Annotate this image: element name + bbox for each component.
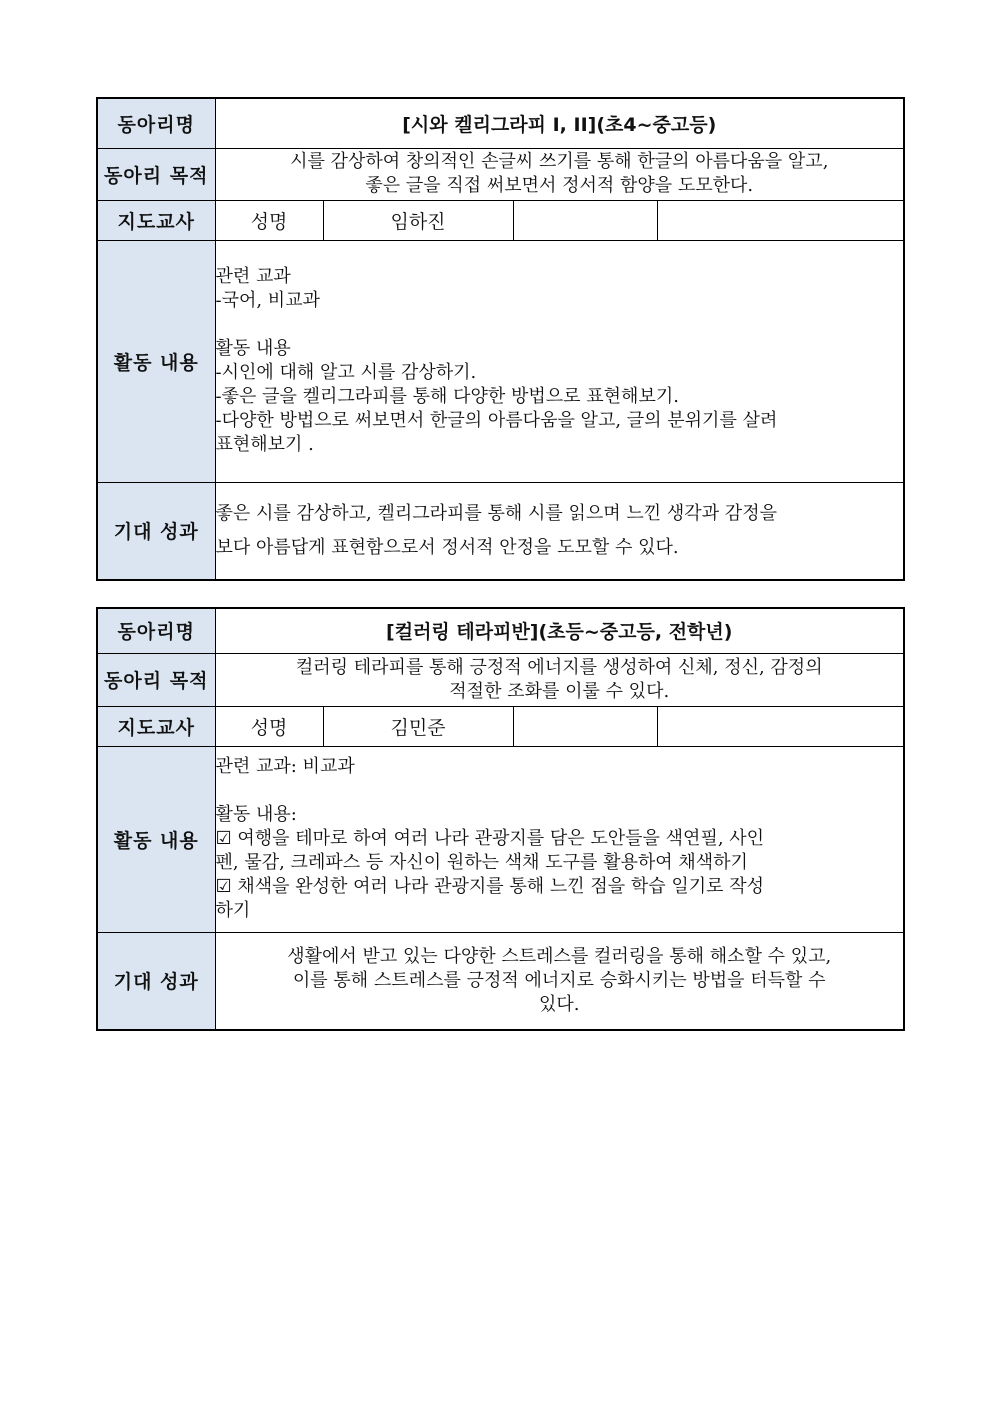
expect-label: 기대 성과 bbox=[97, 932, 215, 1030]
expect-line: 생활에서 받고 있는 다양한 스트레스를 컬러링을 통해 해소할 수 있고, bbox=[287, 945, 832, 967]
club-name: [컬러링 테라피반](초등~중고등, 전학년) bbox=[215, 608, 904, 653]
club-purpose bbox=[215, 148, 904, 200]
purpose-line: 시를 감상하여 창의적인 손글씨 쓰기를 통해 한글의 아름다움을 알고, bbox=[290, 151, 829, 172]
teacher-label: 지도교사 bbox=[97, 200, 215, 240]
club-table-2 bbox=[96, 607, 905, 1031]
teacher-label: 지도교사 bbox=[97, 706, 215, 746]
club-purpose-label: 동아리 목적 bbox=[97, 653, 215, 706]
activity-line: -국어, 비교과 bbox=[215, 290, 320, 311]
teacher-name: 임하진 bbox=[323, 200, 513, 240]
activity-line: 하기 bbox=[215, 900, 251, 921]
teacher-extra-cell bbox=[513, 200, 657, 240]
activity-line: 펜, 물감, 크레파스 등 자신이 원하는 색채 도구를 활용하여 채색하기 bbox=[215, 852, 748, 873]
expect-line: 이를 통해 스트레스를 긍정적 에너지로 승화시키는 방법을 터득할 수 bbox=[292, 969, 826, 991]
club-name-label: 동아리명 bbox=[97, 608, 215, 653]
expect-line: 있다. bbox=[539, 993, 580, 1015]
club-purpose-label: 동아리 목적 bbox=[97, 148, 215, 200]
teacher-name-label: 성명 bbox=[215, 706, 323, 746]
expect-content bbox=[215, 932, 904, 1030]
purpose-line: 적절한 조화를 이룰 수 있다. bbox=[449, 680, 670, 702]
activity-blank-line bbox=[216, 313, 904, 337]
activity-content bbox=[215, 240, 904, 482]
activity-line: -시인에 대해 알고 시를 감상하기. bbox=[215, 362, 477, 383]
activity-label: 활동 내용 bbox=[97, 746, 215, 932]
activity-line: 활동 내용: bbox=[215, 804, 297, 825]
activity-line: 관련 교과 bbox=[215, 266, 291, 287]
activity-content bbox=[215, 746, 904, 932]
purpose-line: 좋은 글을 직접 써보면서 정서적 함양을 도모한다. bbox=[365, 175, 754, 196]
activity-line: 표현해보기 . bbox=[215, 434, 314, 455]
activity-line: -좋은 글을 켈리그라피를 통해 다양한 방법으로 표현해보기. bbox=[215, 386, 679, 407]
purpose-line: 컬러링 테라피를 통해 긍정적 에너지를 생성하여 신체, 정신, 감정의 bbox=[295, 656, 823, 678]
expect-content bbox=[215, 482, 904, 580]
activity-blank-line bbox=[216, 779, 904, 803]
teacher-extra-cell bbox=[657, 706, 904, 746]
activity-line: -다양한 방법으로 써보면서 한글의 아름다움을 알고, 글의 분위기를 살려 bbox=[215, 410, 778, 431]
club-name-label: 동아리명 bbox=[97, 98, 215, 148]
activity-label: 활동 내용 bbox=[97, 240, 215, 482]
activity-line: ☑ 여행을 테마로 하여 여러 나라 관광지를 담은 도안들을 색연필, 사인 bbox=[215, 828, 765, 849]
activity-line: ☑ 채색을 완성한 여러 나라 관광지를 통해 느낀 점을 학습 일기로 작성 bbox=[215, 876, 765, 897]
club-table-1 bbox=[96, 97, 905, 581]
expect-line: 좋은 시를 감상하고, 켈리그라피를 통해 시를 읽으며 느낀 생각과 감정을 bbox=[215, 502, 777, 524]
teacher-name-label: 성명 bbox=[215, 200, 323, 240]
expect-label: 기대 성과 bbox=[97, 482, 215, 580]
teacher-extra-cell bbox=[657, 200, 904, 240]
club-purpose bbox=[215, 653, 904, 706]
expect-line: 보다 아름답게 표현함으로서 정서적 안정을 도모할 수 있다. bbox=[215, 536, 679, 558]
activity-line: 관련 교과: 비교과 bbox=[215, 756, 355, 777]
activity-line: 활동 내용 bbox=[215, 338, 291, 359]
teacher-name: 김민준 bbox=[323, 706, 513, 746]
teacher-extra-cell bbox=[513, 706, 657, 746]
club-name: [시와 켈리그라피 I, II](초4~중고등) bbox=[215, 98, 904, 148]
